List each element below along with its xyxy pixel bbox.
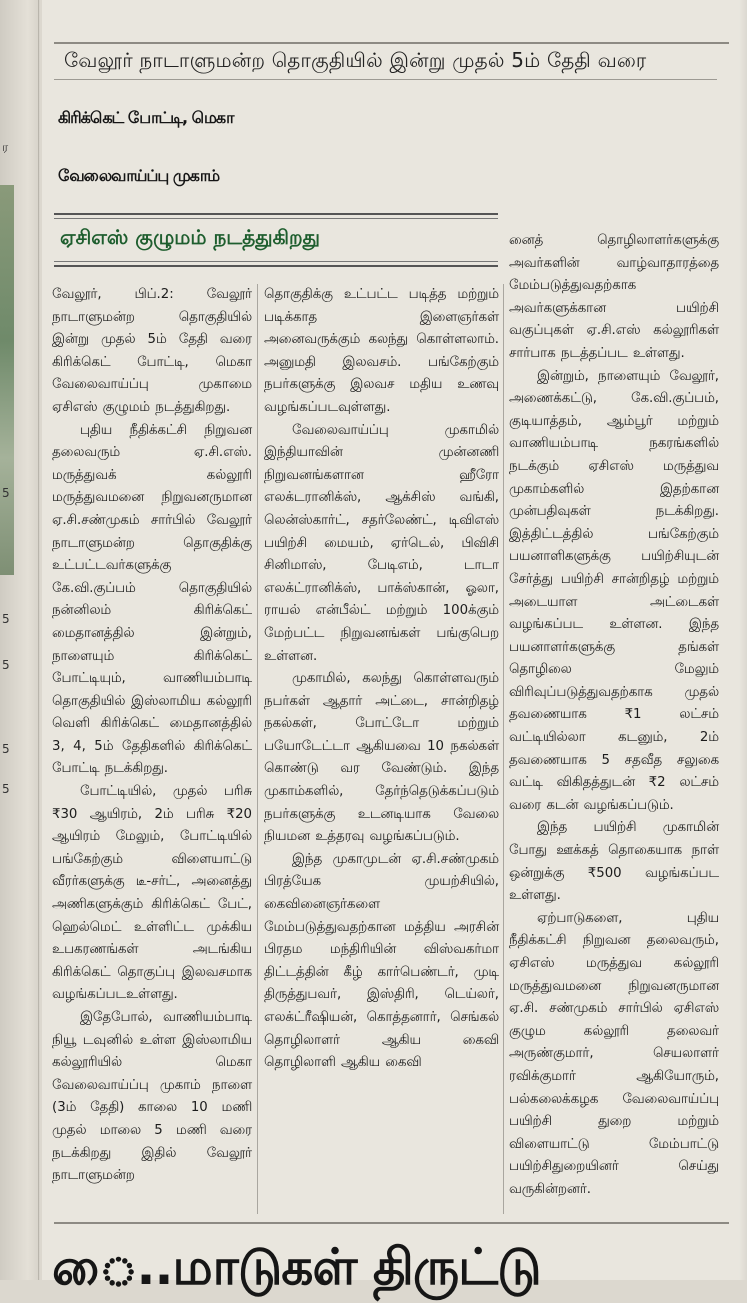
subhead: ஏசிஎஸ் குழுமம் நடத்துகிறது: [60, 225, 320, 249]
adjacent-page-char: 5: [2, 486, 10, 500]
article-column-2: [264, 284, 499, 1075]
kicker-line: வேலூர் நாடாளுமன்ற தொகுதியில் இன்று முதல் 5ம் தேதி வரை: [64, 48, 647, 72]
headline-line-2: வேலைவாய்ப்பு முகாம்: [58, 166, 220, 185]
article-column-3: [509, 230, 719, 1202]
subhead-box: [54, 213, 498, 267]
paragraph: புதிய நீதிக்கட்சி நிறுவன தலைவரும் ஏ.சி.எஸ். மருத்துவக் கல்லூரி மருத்துவமனை நிறுவனருமான ஏ.சி.சண்முகம் சார்பில் வேலூர் நாடாளுமன்ற தொகுதிக்கு உட்பட்டவர்களுக்கு கே.வி.குப்பம் தொகுதியில் நன்னிலம் கிரிக்கெட் மைதானத்தில் இன்றும், நாளையும் கிரிக்கெட் போட்டியும், வாணியம்பாடி தொகுதியில் இஸ்லாமிய கல்லூரி வெளி கிரிக்கெட் மைதானத்தில் 3, 4, 5ம் தேதிகளில் கிரிக்கெட் போட்டி நடக்கிறது.: [52, 422, 252, 777]
adjacent-page-photo: [0, 185, 14, 575]
adjacent-page-char: 5: [2, 742, 10, 756]
next-article-headline: ை..மாடுகள் திருட்டு: [52, 1238, 541, 1296]
paragraph: போட்டியில், முதல் பரிசு ₹30 ஆயிரம், 2ம் பரிசு ₹20 ஆயிரம் மேலும், போட்டியில் பங்கேற்கும் விளையாட்டு வீரர்களுக்கு டீ-சர்ட், அனைத்து அணிகளுக்கும் கிரிக்கெட் பேட், ஹெல்மெட் உள்ளிட்ட முக்கிய உபகரணங்கள் அடங்கிய கிரிக்கெட் தொகுப்பு இலவசமாக வழங்கப்படஉள்ளது.: [52, 784, 252, 1003]
paragraph: வேலைவாய்ப்பு முகாமில் இந்தியாவின் முன்னணி நிறுவனங்களான ஹீரோ எலக்டரானிக்ஸ், ஆக்சிஸ் வங்கி, லென்ஸ்கார்ட், சதர்லேண்ட், டிவிஎஸ் பயிற்சி மையம், ஏர்டெல், பிவிசி சினிமாஸ், பேடிஎம், டாடா எலக்ட்ரானிக்ஸ், பாக்ஸ்கான், ஓலா, ராயல் என்பீல்ட் மற்றும் 100க்கும் மேற்பட்ட நிறுவனங்கள் பங்குபெற உள்ளன.: [264, 422, 499, 664]
column-rule: [503, 284, 504, 1214]
adjacent-page-char: 5: [2, 658, 10, 672]
paragraph: இந்த முகாமுடன் ஏ.சி.சண்முகம் பிரத்யேக முயற்சியில், கைவினைஞர்களை மேம்படுத்துவதற்கான மத்திய அரசின் பிரதம மந்திரியின் விஸ்வகர்மா திட்டத்தின் கீழ் கார்பெண்டர், முடி திருத்துபவர், இஸ்திரி, டெய்லர், எலக்ட்ரீஷியன், கொத்தனார், செங்கல் தொழிலாளர் ஆகிய கைவி தொழிலாளி ஆகிய கைவி: [264, 851, 499, 1071]
column-rule: [257, 284, 258, 1214]
headline: [58, 90, 718, 204]
paragraph: முகாமில், கலந்து கொள்ளவரும் நபர்கள் ஆதார் அட்டை, சான்றிதழ் நகல்கள், போட்டோ மற்றும் பயோடேட்டா ஆகியவை 10 நகல்கள் கொண்டு வர வேண்டும். இந்த முகாம்களில், தேர்ந்தெடுக்கப்படும் நபர்களுக்கு உடனடியாக வேலை நியமன உத்தரவு வழங்கப்படும்.: [264, 671, 499, 845]
paragraph: இந்த பயிற்சி முகாமின் போது ஊக்கத் தொகையாக நாள் ஒன்றுக்கு ₹500 வழங்கப்பட உள்ளது.: [509, 820, 719, 904]
kicker-rule: [54, 79, 717, 80]
headline-line-1: கிரிக்கெட் போட்டி, மெகா: [58, 108, 234, 127]
page-edge-shadow: [739, 0, 747, 1280]
paragraph: இதேபோல், வாணியம்பாடி நியூ டவுனில் உள்ள இஸ்லாமிய கல்லூரியில் மெகா வேலைவாய்ப்பு முகாம் நாளை (3ம் தேதி) காலை 10 மணி முதல் மாலை 5 மணி வரை நடக்கிறது இதில் வேலூர் நாடாளுமன்ற: [52, 1010, 252, 1184]
article-column-1: [52, 284, 252, 1188]
paragraph: னைத் தொழிலாளர்களுக்கு அவர்களின் வாழ்வாதாரத்தை மேம்படுத்துவதற்காக அவர்களுக்கான பயிற்சி வகுப்புகள் ஏ.சி.எஸ் கல்லூரிகள் சார்பாக நடத்தப்பட உள்ளது.: [509, 233, 719, 361]
adjacent-page-char: 5: [2, 612, 10, 626]
paragraph: ஏற்பாடுகளை, புதிய நீதிக்கட்சி நிறுவன தலைவரும், ஏசிஎஸ் மருத்துவ கல்லூரி மருத்துவமனை நிறுவனருமான ஏ.சி. சண்முகம் சார்பில் ஏசிஎஸ் குழும கல்லூரி தலைவர் அருண்குமார், செயலாளர் ரவிக்குமார் ஆகியோரும், பல்கலைக்கழக வேலைவாய்ப்பு பயிற்சி துறை மற்றும் விளையாட்டு மேம்பாட்டு பயிற்சிதுறையினர் செய்து வருகின்றனர்.: [509, 910, 719, 1197]
bottom-rule: [54, 1222, 729, 1224]
adjacent-page-char: ர: [2, 140, 9, 154]
paragraph: தொகுதிக்கு உட்பட்ட படித்த மற்றும் படிக்காத இளைஞர்கள் அனைவருக்கும் கலந்து கொள்ளலாம். அனுமதி இலவசம். பங்கேற்கும் நபர்களுக்கு இலவச மதிய உணவு வழங்கப்படவுள்ளது.: [264, 287, 499, 415]
paragraph: இன்றும், நாளையும் வேலூர், அணைக்கட்டு, கே.வி.குப்பம், குடியாத்தம், ஆம்பூர் மற்றும் வாணியம்பாடி நகரங்களில் நடக்கும் ஏசிஎஸ் மருத்துவ முகாம்களில் இதற்கான முன்பதிவுகள் நடக்கிறது. இத்திட்டத்தில் பங்கேற்கும் பயனாளிகளுக்கு பயிற்சியுடன் சேர்த்து பயிற்சி சான்றிதழ் மற்றும் அடையாள அட்டைகள் வழங்கப்பட உள்ளன. இந்த பயனாளர்களுக்கு தங்கள் தொழிலை மேலும் விரிவுப்படுத்துவதற்காக முதல் தவணையாக ₹1 லட்சம் வட்டியில்லா கடனும், 2ம் தவணையாக 5 சதவீத சலுகை வட்டி விகிதத்துடன் ₹2 லட்சம் வரை கடன் வழங்கப்படும்.: [509, 368, 719, 813]
newspaper-article: [42, 0, 747, 1296]
top-rule: [54, 42, 729, 44]
adjacent-page-char: 5: [2, 782, 10, 796]
page-divider: [38, 0, 39, 1280]
paragraph: வேலூர், பிப்.2: வேலூர் நாடாளுமன்ற தொகுதியில் இன்று முதல் 5ம் தேதி வரை கிரிக்கெட் போட்டி, மெகா வேலைவாய்ப்பு முகாமை ஏசிஎஸ் குழுமம் நடத்துகிறது.: [52, 287, 252, 415]
